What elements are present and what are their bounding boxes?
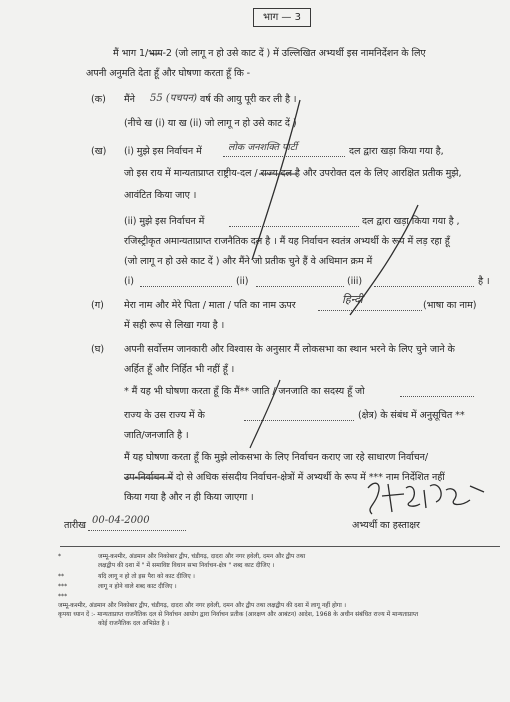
- footnote-text-1b: लक्षद्वीप की दशा में " में समाविष्ट विधान सभा निर्वाचन-क्षेत्र " शब्द काट दीजिए ।: [98, 562, 275, 569]
- slash-mark-d: [250, 380, 280, 448]
- item-d-line1: अपनी सर्वोत्तम जानकारी और विश्वास के अनुसार मैं लोकसभा का स्थान भरने के लिए चुने जाने के: [124, 344, 455, 355]
- symbol-option-3: (iii): [347, 276, 362, 287]
- footnote-text-2: यदि लागू न हो तो इस पैरा को काट दीजिए ।: [98, 573, 195, 580]
- footnote-text-5: कृपया ध्यान दें :- मान्यताप्राप्त राजनैतिक दल से निर्वाचन आयोग द्वारा निर्वाचन प्रतीक (आरक्षण और आबंटन) आदेश, 1968 के अधीन संबंधित राज्य में मान्यताप्राप्त: [58, 611, 419, 618]
- slash-mark-b2: [350, 205, 418, 315]
- item-b1-post: दल द्वारा खड़ा किया गया है,: [349, 146, 444, 157]
- item-d-line4-pre: राज्य के उस राज्य में के: [124, 410, 205, 421]
- footnote-text-4: जम्मू-कश्मीर, अंडमान और निकोबार द्वीप, चंडीगढ़, दादरा और नगर हवेली, दमन और द्वीप तथा लक्षद्वीप की दशा में लागू नहीं होगा ।: [58, 602, 347, 609]
- item-b2-pre: (ii) मुझे इस निर्वाचन में: [124, 216, 205, 227]
- handwritten-date: 00-04-2000: [92, 515, 150, 526]
- item-a-label: (क): [91, 94, 106, 105]
- footnote-mark-2: **: [58, 573, 65, 580]
- item-d-line2: अर्हित हूँ और निर्हित भी नहीं हूँ ।: [124, 364, 235, 375]
- handwritten-age: 55 (पचपन): [150, 93, 197, 104]
- symbol-end: है ।: [478, 276, 490, 287]
- footnote-text-1: जम्मू-कश्मीर, अंडमान और निकोबार द्वीप, चंडीगढ़, दादरा और नगर हवेली, दमन और द्वीप तथा: [98, 553, 306, 560]
- item-e-line1: मैं यह घोषणा करता हूँ कि मुझे लोकसभा के लिए निर्वाचन कराए जा रहे साधारण निर्वाचन/: [124, 452, 429, 463]
- footnote-mark-3: ***: [58, 583, 68, 590]
- footnote-text-3: लागू न होने वाले शब्द काट दीजिए ।: [98, 583, 177, 590]
- item-b2-line2: रजिस्ट्रीकृत अमान्यताप्राप्त राजनैतिक दल है । मैं यह निर्वाचन स्वतंत्र अभ्यर्थी के रूप में लड़ रहा हूँ: [124, 236, 450, 247]
- intro-line-2: अपनी अनुमति देता हूँ और घोषणा करता हूँ कि -: [86, 68, 251, 79]
- item-a-note: (नीचे ख (i) या ख (ii) जो लागू न हो उसे काट दें ): [124, 118, 297, 129]
- item-d-line5: जाति/जनजाति है ।: [124, 430, 189, 441]
- item-c-label: (ग): [91, 300, 104, 311]
- item-d-label: (घ): [91, 344, 105, 355]
- part-label: भाग — 3: [253, 8, 311, 27]
- item-e-line2: उप-निर्वाचन में दो से अधिक संसदीय निर्वाचन-क्षेत्रों में अभ्यर्थी के रूप में *** नाम निर्देशित नहीं: [124, 472, 445, 483]
- item-b1-pre: (i) मुझे इस निर्वाचन में: [124, 146, 202, 157]
- item-b-label: (ख): [91, 146, 107, 157]
- footnote-text-5b: कोई राजनैतिक दल अभिप्रेत है ।: [98, 620, 170, 627]
- item-e-line3: किया गया है और न ही किया जाएगा ।: [124, 492, 254, 503]
- date-label: तारीख: [64, 520, 86, 531]
- item-c-line2: में सही रूप से लिखा गया है ।: [124, 320, 225, 331]
- item-b1-line3: आवंटित किया जाए ।: [124, 190, 197, 201]
- item-c-pre: मेरा नाम और मेरे पिता / माता / पति का नाम ऊपर: [124, 300, 296, 311]
- item-d-line4-post: (क्षेत्र) के संबंध में अनुसूचित **: [358, 410, 465, 421]
- item-b1-line2: जो इस राय में मान्यताप्राप्त राष्ट्रीय-दल / राज्य दल है और उपरोक्त दल के लिए आरक्षित प्रतीक मुझे,: [124, 168, 462, 179]
- handwritten-language: हिन्दी: [342, 293, 363, 306]
- candidate-signature: [368, 483, 484, 514]
- intro-line-1: मैं भाग 1/भाग-2 (जो लागू न हो उसे काट दें ) में उल्लिखित अभ्यर्थी इस नामनिर्देशन के लिए: [113, 48, 426, 59]
- footnote-mark-4: ***: [58, 593, 68, 600]
- footnote-mark-1: *: [58, 553, 62, 560]
- signature-label: अभ्यर्थी का हस्ताक्षर: [352, 520, 420, 531]
- symbol-option-1: (i): [124, 276, 134, 287]
- item-c-post: (भाषा का नाम): [423, 300, 477, 311]
- slash-mark-b1: [252, 100, 300, 260]
- item-a-post: वर्ष की आयु पूरी कर ली है ।: [200, 94, 297, 105]
- symbol-option-2: (ii): [236, 276, 249, 287]
- handwritten-party: लोक जनशक्ति पार्टी: [228, 142, 298, 153]
- item-d-line3: * मैं यह भी घोषणा करता हूँ कि मैं** जाति / जनजाति का सदस्य हूँ जो: [124, 386, 365, 397]
- item-b2-post: दल द्वारा खड़ा किया गया है ,: [362, 216, 460, 227]
- item-b2-line3: (जो लागू न हो उसे काट दें ) और मैंने जो प्रतीक चुने हैं वे अधिमान क्रम में: [124, 256, 373, 267]
- item-a-pre: मैंने: [124, 94, 135, 105]
